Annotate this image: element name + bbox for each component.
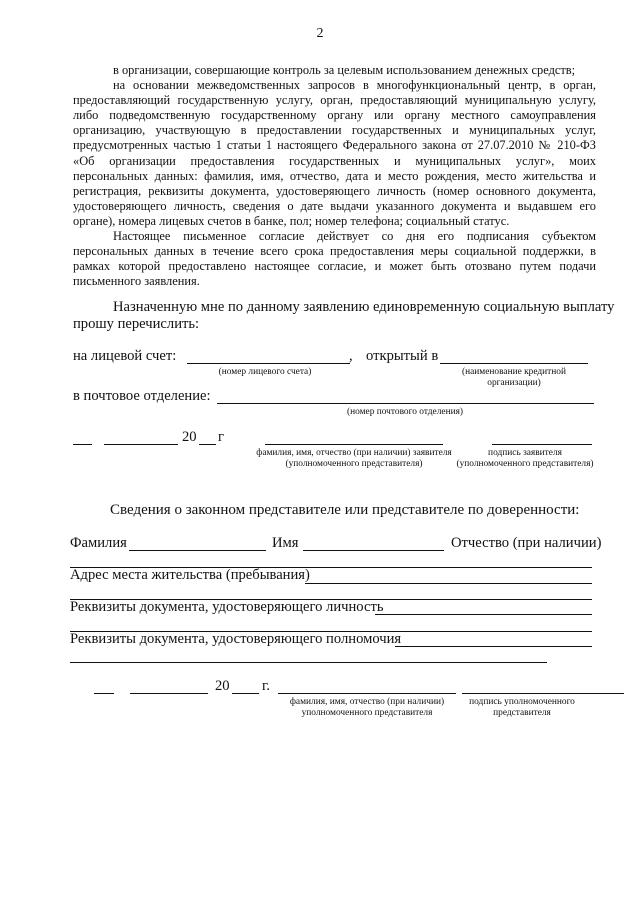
rep-date-month-field[interactable] [130,693,208,694]
rep-name-hint [274,697,460,719]
id-document-field[interactable] [375,614,592,615]
opened-label: открытый в [366,348,439,364]
rep-signature-hint [462,697,582,719]
consent-line: органе), номера лицевых счетов в банке, пол; номер телефона; социальный статус. [73,213,510,228]
payment-request-line: Назначенную мне по данному заявлению единовременную социальную выплату [113,299,615,315]
authority-document-field[interactable] [395,646,592,647]
rep-date-year-field[interactable] [232,693,259,694]
applicant-name-hint [254,448,454,470]
account-number-field[interactable] [187,363,350,364]
address-label: Адрес места жительства (пребывания) [70,567,310,583]
id-document-label: Реквизиты документа, удостоверяющего личность [70,599,384,615]
address-field[interactable] [305,583,592,584]
comma: , [349,348,353,364]
patronymic-label: Отчество (при наличии) [451,535,602,551]
consent-line: организацию, участвующую в предоставлении государственных и муниципальных услуг, [73,123,596,138]
rep-date-year-prefix: 20 [215,678,230,694]
consent-line: Настоящее письменное согласие действует со дня его подписания субъектом [113,229,596,244]
rep-signature-hint-line: подпись уполномоченного [469,697,575,707]
rep-date-year-suffix: г. [262,678,270,694]
post-office-field[interactable] [217,403,594,404]
consent-text [73,63,596,289]
rep-name-hint-line: фамилия, имя, отчество (при наличии) [289,697,445,707]
consent-line: рамках которой предоставлено настоящее согласие, и может быть отозвано путем подачи [73,259,596,274]
bank-hint-line: (наименование кредитной [461,367,566,377]
page-number: 2 [316,26,324,41]
rep-name-hint-line: уполномоченного представителя [301,708,433,718]
applicant-name-field[interactable] [265,444,443,445]
surname-field[interactable] [129,550,266,551]
consent-line: предоставляющий государственную услугу, орган, предоставляющий муниципальную услугу, [73,93,596,108]
payment-request [73,299,615,333]
rep-name-field[interactable] [278,693,456,694]
name-label: Имя [272,535,299,551]
consent-line: персональных данных: фамилия, имя, отчество, дата и место рождения, место жительства и [73,168,596,183]
bank-name-field[interactable] [440,363,588,364]
bank-hint [448,367,580,389]
date-year-suffix: г [218,429,224,445]
consent-line: на основании межведомственных запросов в многофункциональный центр, в орган, [113,78,596,93]
rep-signature-hint-line: представителя [493,708,551,718]
applicant-signature-hint [452,448,598,470]
authority-document-label: Реквизиты документа, удостоверяющего полномочия [70,631,402,647]
applicant-signature-hint-line: (уполномоченного представителя) [456,459,594,469]
consent-line: предусмотренных частью 1 статьи 1 настоящего Федерального закона от 27.07.2010 № 210-ФЗ [73,138,596,153]
name-field[interactable] [303,550,444,551]
payment-request-line: прошу перечислить: [73,316,200,332]
authority-document-field-continued[interactable] [70,662,547,663]
applicant-name-hint-line: фамилия, имя, отчество (при наличии) заявителя [256,448,452,458]
applicant-signature-hint-line: подпись заявителя [488,448,562,458]
consent-line: персональных данных в течение всего срока предоставления меры социальной поддержки, в [73,244,596,259]
applicant-signature-field[interactable] [492,444,592,445]
post-office-hint: (номер почтового отделения) [346,407,464,417]
date-year-prefix: 20 [182,429,197,445]
date-day-field[interactable] [73,444,92,445]
rep-signature-field[interactable] [462,693,624,694]
applicant-name-hint-line: (уполномоченного представителя) [285,459,423,469]
account-label: на лицевой счет: [73,348,177,364]
post-office-label: в почтовое отделение: [73,388,211,404]
surname-label: Фамилия [70,535,127,551]
consent-line: либо подведомственную государственному органу или органу местного самоуправления [73,108,596,123]
consent-line: «Об организации предоставления государственных и муниципальных услуг», моих [73,153,596,168]
consent-line: письменного заявления. [73,274,200,289]
representative-title: Сведения о законном представителе или представителе по доверенности: [110,502,580,518]
date-year-field[interactable] [199,444,216,445]
account-hint: (номер лицевого счета) [218,367,312,377]
rep-date-day-field[interactable] [94,693,114,694]
bank-hint-line: организации) [487,378,541,388]
consent-line: регистрация, реквизиты документа, удостоверяющего личность (номер основного документа, [73,183,596,198]
consent-line: удостоверяющего личность, сведения о дате выдачи указанного документа и выдавшем его [73,198,596,213]
consent-line: в организации, совершающие контроль за целевым использованием денежных средств; [113,63,576,77]
date-month-field[interactable] [104,444,178,445]
